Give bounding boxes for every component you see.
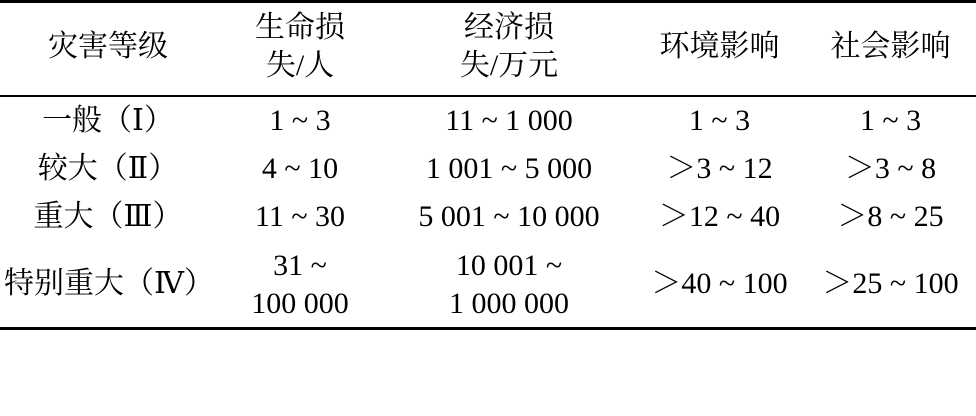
cell-environment-impact: ＞12 ~ 40 [658,200,781,234]
column-header-economic-loss: 经济损 失/万元 [459,11,559,82]
cell-level: 特别重大（Ⅳ） [4,267,214,301]
table-row [0,242,976,329]
column-header-level: 灾害等级 [48,29,168,63]
cell-life-loss: 31 ~ 100 000 [251,248,349,320]
cell-economic-loss: 1 001 ~ 5 000 [425,151,593,185]
table-header [0,2,976,96]
cell-life-loss: 4 ~ 10 [261,151,339,185]
cell-environment-impact: 1 ~ 3 [688,103,751,137]
table-row [0,193,976,241]
cell-level: 重大（Ⅲ） [33,200,183,234]
cell-life-loss: 1 ~ 3 [269,103,331,137]
cell-life-loss: 11 ~ 30 [254,200,346,234]
column-header-environment-impact: 环境影响 [659,29,780,63]
cell-economic-loss: 11 ~ 1 000 [445,103,573,137]
cell-environment-impact: ＞40 ~ 100 [651,267,788,301]
table-body [0,96,976,329]
cell-society-impact: ＞3 ~ 8 [844,151,937,185]
table-row [0,96,976,145]
cell-environment-impact: ＞3 ~ 12 [666,151,773,185]
cell-society-impact: ＞25 ~ 100 [822,267,959,301]
table-row [0,145,976,193]
column-header-life-loss: 生命损 失/人 [255,11,345,82]
column-header-society-impact: 社会影响 [830,29,951,63]
cell-society-impact: 1 ~ 3 [859,103,922,137]
cell-society-impact: ＞8 ~ 25 [837,200,944,234]
cell-level: 一般（Ⅰ） [42,103,174,137]
table-header-row [0,2,976,96]
cell-economic-loss: 5 001 ~ 10 000 [418,200,600,234]
cell-economic-loss: 10 001 ~ 1 000 000 [449,248,569,320]
cell-level: 较大（Ⅱ） [37,151,179,185]
